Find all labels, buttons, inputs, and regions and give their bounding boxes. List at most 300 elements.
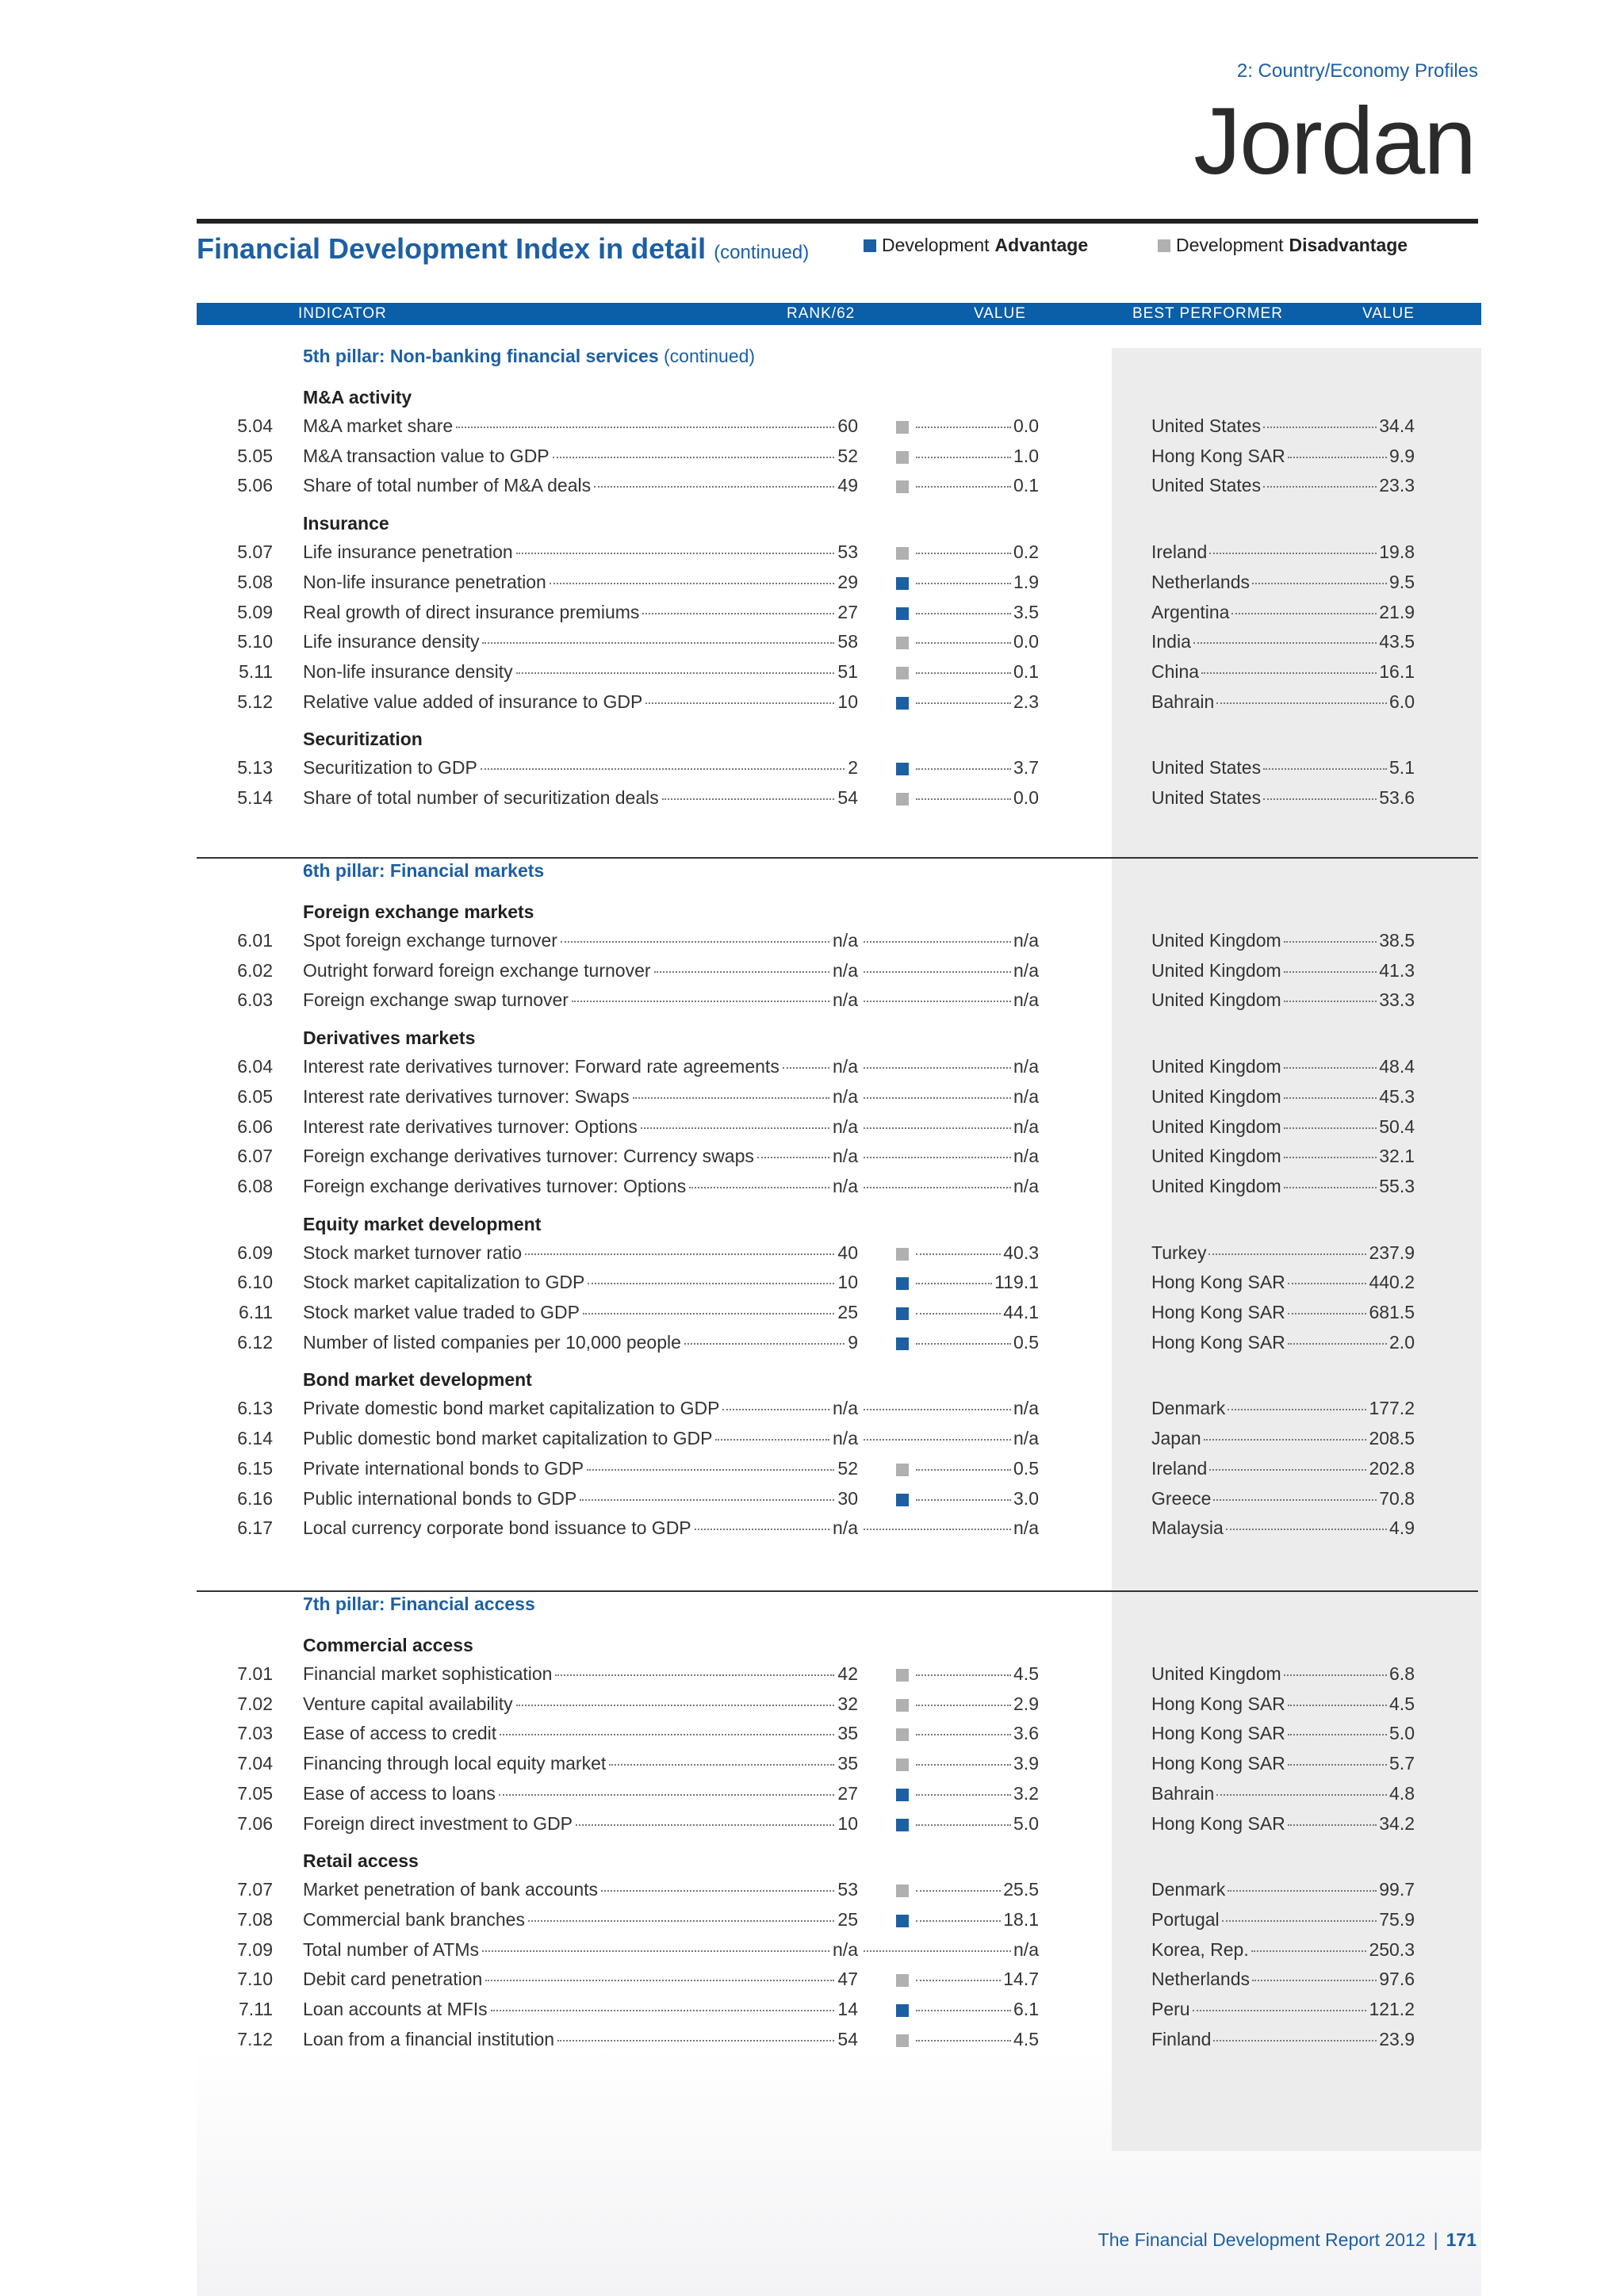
best-performer-value: 440.2 xyxy=(1369,1272,1415,1293)
indicator-value: 1.9 xyxy=(1013,571,1039,592)
value-line xyxy=(861,631,1039,652)
dot-leader xyxy=(916,702,1011,704)
disadvantage-square-icon xyxy=(896,1248,909,1261)
value-line xyxy=(861,1879,1039,1900)
indicator-name: Foreign exchange derivatives turnover: Currency swaps xyxy=(303,1146,754,1167)
value-line xyxy=(861,1693,1039,1715)
indicator-line xyxy=(303,691,858,713)
col-best-performer: BEST PERFORMER xyxy=(1132,305,1283,322)
dot-leader xyxy=(633,1097,829,1099)
indicator-code: 6.17 xyxy=(237,1517,273,1539)
dot-leader xyxy=(481,768,845,770)
advantage-square-icon xyxy=(896,607,909,620)
best-performer-value: 9.9 xyxy=(1389,445,1415,466)
dot-leader xyxy=(557,2040,834,2042)
dot-leader xyxy=(1216,702,1387,704)
indicator-code: 6.01 xyxy=(237,930,273,951)
table-row xyxy=(0,1081,1624,1112)
disadvantage-square-icon xyxy=(896,1758,909,1771)
dot-leader xyxy=(916,1253,1001,1255)
dot-leader xyxy=(1231,613,1377,614)
rank-value: 35 xyxy=(837,1723,858,1744)
dot-leader xyxy=(864,1439,1011,1441)
dot-leader xyxy=(1263,768,1387,770)
best-performer-name: Japan xyxy=(1151,1428,1201,1449)
best-performer-line xyxy=(1151,1242,1415,1264)
group-title: Foreign exchange markets xyxy=(303,901,534,922)
dot-leader xyxy=(783,1067,829,1069)
value-line xyxy=(861,1056,1039,1077)
best-performer-name: United Kingdom xyxy=(1151,989,1281,1011)
rank-value: n/a xyxy=(833,959,858,981)
table-row xyxy=(0,752,1624,783)
table-row xyxy=(0,1453,1624,1483)
indicator-value: 3.7 xyxy=(1013,757,1039,779)
best-performer-value: 55.3 xyxy=(1379,1175,1415,1196)
value-line xyxy=(861,1969,1039,1990)
indicator-value: n/a xyxy=(1013,1085,1039,1107)
indicator-code: 5.13 xyxy=(237,757,273,779)
advantage-square-icon xyxy=(896,1819,909,1831)
indicator-code: 6.13 xyxy=(237,1398,273,1419)
best-performer-name: Hong Kong SAR xyxy=(1151,1812,1285,1834)
best-performer-value: 34.4 xyxy=(1379,415,1415,436)
rank-value: n/a xyxy=(833,1146,858,1167)
indicator-code: 5.05 xyxy=(237,445,273,466)
pillar-title xyxy=(303,860,544,882)
best-performer-value: 53.6 xyxy=(1379,787,1415,808)
dot-leader xyxy=(916,583,1011,584)
best-performer-name: Turkey xyxy=(1151,1242,1207,1263)
rank-value: 40 xyxy=(837,1242,858,1263)
table-row xyxy=(0,1297,1624,1327)
rank-value: 10 xyxy=(837,1272,858,1293)
dot-leader xyxy=(1193,2010,1367,2011)
dot-leader xyxy=(916,1980,1001,1981)
table-row xyxy=(0,597,1624,627)
indicator-name: Relative value added of insurance to GDP xyxy=(303,691,643,712)
rank-value: n/a xyxy=(833,1115,858,1137)
best-performer-line xyxy=(1151,475,1415,496)
indicator-name: Market penetration of bank accounts xyxy=(303,1879,599,1900)
indicator-name: Private international bonds to GDP xyxy=(303,1457,584,1479)
table-row xyxy=(0,441,1624,471)
value-line xyxy=(861,602,1039,623)
group-title: Securitization xyxy=(303,729,423,750)
table-row xyxy=(0,783,1624,813)
best-performer-line xyxy=(1151,1332,1415,1353)
table-row xyxy=(0,1513,1624,1543)
disadvantage-square-icon xyxy=(896,547,909,560)
best-performer-value: 33.3 xyxy=(1379,989,1415,1011)
dot-leader xyxy=(1284,1067,1377,1069)
best-performer-value: 38.5 xyxy=(1379,930,1415,951)
value-line xyxy=(861,930,1039,951)
dot-leader xyxy=(916,642,1011,644)
table-row xyxy=(0,1689,1624,1719)
dot-leader xyxy=(1288,1343,1387,1345)
dot-leader xyxy=(757,1157,829,1158)
best-performer-value: 681.5 xyxy=(1369,1302,1415,1322)
heading-main: Financial Development Index in detail xyxy=(197,232,707,265)
value-line xyxy=(861,1242,1039,1264)
best-performer-name: Argentina xyxy=(1151,601,1230,622)
best-performer-value: 19.8 xyxy=(1379,541,1415,563)
indicator-value: n/a xyxy=(1013,959,1039,981)
disadvantage-square-icon xyxy=(896,1464,909,1476)
best-performer-name: Ireland xyxy=(1151,1457,1208,1479)
dot-leader xyxy=(561,941,829,943)
rank-value: n/a xyxy=(833,1938,858,1960)
dot-leader xyxy=(528,1920,834,1922)
dot-leader xyxy=(1228,1890,1377,1892)
indicator-value: 0.5 xyxy=(1013,1457,1039,1479)
best-performer-line xyxy=(1151,446,1415,467)
indicator-line xyxy=(303,415,858,437)
table-row xyxy=(0,567,1624,597)
indicator-name: Loan accounts at MFIs xyxy=(303,1999,488,2019)
indicator-line xyxy=(303,1302,858,1323)
advantage-square-icon xyxy=(896,1307,909,1320)
best-performer-line xyxy=(1151,1517,1415,1539)
table-row xyxy=(0,1393,1624,1423)
dot-leader xyxy=(1263,798,1377,800)
indicator-value: n/a xyxy=(1013,1938,1039,1960)
indicator-code: 6.09 xyxy=(237,1242,273,1263)
indicator-value: 3.6 xyxy=(1013,1723,1039,1744)
indicator-name: Share of total number of M&A deals xyxy=(303,475,592,496)
dot-leader xyxy=(916,1764,1011,1766)
dot-leader xyxy=(601,1890,834,1892)
table-row xyxy=(0,2024,1624,2054)
indicator-code: 5.07 xyxy=(237,541,273,563)
group-title: Insurance xyxy=(303,513,389,534)
indicator-value: 0.1 xyxy=(1013,660,1039,682)
best-performer-name: Netherlands xyxy=(1151,1969,1251,1990)
dot-leader xyxy=(916,613,1011,614)
best-performer-value: 4.8 xyxy=(1389,1782,1415,1804)
indicator-code: 6.16 xyxy=(237,1487,273,1509)
best-performer-value: 41.3 xyxy=(1379,959,1415,981)
table-row xyxy=(0,656,1624,687)
indicator-line xyxy=(303,1663,858,1685)
rank-value: n/a xyxy=(833,989,858,1011)
best-performer-line xyxy=(1151,1176,1415,1197)
dot-leader xyxy=(1288,1824,1377,1826)
rank-value: 35 xyxy=(837,1753,858,1774)
value-line xyxy=(861,1939,1039,1961)
rank-value: 52 xyxy=(837,1457,858,1479)
dot-leader xyxy=(482,642,834,644)
best-performer-line xyxy=(1151,1753,1415,1774)
value-line xyxy=(861,1813,1039,1835)
best-performer-value: 75.9 xyxy=(1379,1908,1415,1930)
indicator-name: Financing through local equity market xyxy=(303,1753,607,1774)
indicator-line xyxy=(303,1242,858,1264)
table-row xyxy=(0,1748,1624,1778)
dot-leader xyxy=(550,583,835,584)
indicator-name: Debit card penetration xyxy=(303,1969,483,1990)
best-performer-name: United Kingdom xyxy=(1151,1175,1281,1196)
col-best-value: VALUE xyxy=(1362,305,1415,322)
value-line xyxy=(861,757,1039,779)
dot-leader xyxy=(1226,1529,1387,1530)
disadvantage-square-icon xyxy=(896,1699,909,1712)
dot-leader xyxy=(715,1439,829,1441)
indicator-value: 0.0 xyxy=(1013,415,1039,436)
dot-leader xyxy=(916,2010,1011,2011)
best-performer-line xyxy=(1151,757,1415,779)
indicator-name: Loan from a financial institution xyxy=(303,2028,555,2049)
best-performer-name: United Kingdom xyxy=(1151,930,1281,951)
indicator-code: 6.03 xyxy=(237,989,273,1011)
best-performer-line xyxy=(1151,572,1415,593)
table-row xyxy=(0,626,1624,656)
indicator-name: Real growth of direct insurance premiums xyxy=(303,601,640,622)
best-performer-value: 6.8 xyxy=(1389,1663,1415,1684)
value-line xyxy=(861,1332,1039,1353)
indicator-code: 6.11 xyxy=(238,1302,273,1322)
table-row xyxy=(0,1238,1624,1268)
best-performer-name: Portugal xyxy=(1151,1908,1220,1930)
best-performer-value: 50.4 xyxy=(1379,1115,1415,1137)
dot-leader xyxy=(500,1734,834,1735)
best-performer-value: 250.3 xyxy=(1369,1938,1415,1960)
rank-value: 30 xyxy=(837,1487,858,1509)
page-footer xyxy=(1098,2229,1477,2251)
value-line xyxy=(861,415,1039,437)
group-title: Commercial access xyxy=(303,1635,473,1655)
dot-leader xyxy=(516,1705,835,1706)
table-row xyxy=(0,1483,1624,1513)
dot-leader xyxy=(916,486,1011,488)
group-title: Bond market development xyxy=(303,1369,532,1391)
indicator-name: Foreign exchange derivatives turnover: Options xyxy=(303,1175,687,1196)
indicator-code: 6.15 xyxy=(237,1457,273,1479)
disadvantage-square-icon xyxy=(896,421,909,434)
indicator-line xyxy=(303,930,858,951)
rank-value: 53 xyxy=(837,1879,858,1900)
indicator-line xyxy=(303,1146,858,1167)
dot-leader xyxy=(572,1001,829,1002)
dot-leader xyxy=(491,2010,835,2011)
indicator-name: Stock market value traded to GDP xyxy=(303,1302,580,1322)
indicator-line xyxy=(303,960,858,982)
disadvantage-square-icon xyxy=(1158,239,1170,252)
dot-leader xyxy=(916,1469,1011,1471)
table-row xyxy=(0,1904,1624,1934)
indicator-line xyxy=(303,1056,858,1077)
best-performer-line xyxy=(1151,1398,1415,1419)
indicator-code: 6.14 xyxy=(237,1428,273,1449)
advantage-square-icon xyxy=(896,1337,909,1350)
best-performer-value: 23.3 xyxy=(1379,475,1415,496)
best-performer-value: 97.6 xyxy=(1379,1969,1415,1990)
indicator-value: 0.2 xyxy=(1013,541,1039,563)
indicator-name: Share of total number of securitization deals xyxy=(303,787,659,808)
value-line xyxy=(861,1428,1039,1449)
indicator-name: Public domestic bond market capitalization to GDP xyxy=(303,1428,713,1449)
indicator-name: Life insurance density xyxy=(303,631,480,652)
value-line xyxy=(861,661,1039,683)
table-row xyxy=(0,1171,1624,1201)
indicator-value: 25.5 xyxy=(1003,1879,1039,1900)
best-performer-line xyxy=(1151,2029,1415,2050)
dot-leader xyxy=(1284,1127,1377,1129)
advantage-square-icon xyxy=(896,1915,909,1927)
value-line xyxy=(861,541,1039,563)
disadvantage-square-icon xyxy=(896,1728,909,1741)
dot-leader xyxy=(1288,1734,1387,1735)
indicator-code: 6.08 xyxy=(237,1175,273,1196)
indicator-value: 0.5 xyxy=(1013,1331,1039,1353)
table-row xyxy=(0,1141,1624,1171)
best-performer-line xyxy=(1151,661,1415,683)
best-performer-line xyxy=(1151,602,1415,623)
table-header xyxy=(197,303,1481,325)
dot-leader xyxy=(1284,1097,1377,1099)
dot-leader xyxy=(864,1529,1011,1530)
dot-leader xyxy=(864,1067,1011,1069)
disadvantage-square-icon xyxy=(896,637,909,649)
dot-leader xyxy=(1222,1920,1377,1922)
indicator-code: 6.07 xyxy=(237,1146,273,1167)
dot-leader xyxy=(1284,1674,1387,1676)
indicator-line xyxy=(303,989,858,1011)
best-performer-line xyxy=(1151,930,1415,951)
indicator-line xyxy=(303,602,858,623)
best-performer-name: Bahrain xyxy=(1151,1782,1215,1804)
indicator-value: 2.9 xyxy=(1013,1693,1039,1714)
best-performer-name: Hong Kong SAR xyxy=(1151,1331,1285,1353)
indicator-line xyxy=(303,1783,858,1804)
best-performer-name: China xyxy=(1151,660,1200,682)
indicator-code: 7.03 xyxy=(237,1723,273,1744)
disadvantage-square-icon xyxy=(896,480,909,493)
indicator-line xyxy=(303,1488,858,1510)
pillar-title-text: 6th pillar: Financial markets xyxy=(303,860,545,881)
indicator-code: 7.07 xyxy=(237,1879,273,1900)
best-performer-value: 4.9 xyxy=(1389,1517,1415,1539)
best-performer-name: Malaysia xyxy=(1151,1517,1224,1539)
best-performer-name: India xyxy=(1151,631,1191,652)
dot-leader xyxy=(485,1980,834,1981)
indicator-name: Non-life insurance density xyxy=(303,660,513,682)
indicator-line xyxy=(303,1879,858,1900)
indicator-code: 6.04 xyxy=(237,1056,273,1077)
dot-leader xyxy=(1288,1764,1387,1766)
indicator-value: 2.3 xyxy=(1013,691,1039,712)
dot-leader xyxy=(1209,1469,1366,1471)
best-performer-line xyxy=(1151,631,1415,652)
best-performer-line xyxy=(1151,1999,1415,2020)
indicator-line xyxy=(303,1176,858,1197)
best-performer-line xyxy=(1151,1969,1415,1990)
best-performer-line xyxy=(1151,1723,1415,1744)
best-performer-value: 5.1 xyxy=(1389,757,1415,779)
indicator-line xyxy=(303,1999,858,2020)
indicator-code: 5.12 xyxy=(237,691,273,712)
legend-disadvantage xyxy=(1158,235,1408,256)
best-performer-line xyxy=(1151,787,1415,809)
table-row xyxy=(0,985,1624,1015)
indicator-value: n/a xyxy=(1013,1398,1039,1419)
dot-leader xyxy=(662,798,835,800)
indicator-code: 7.11 xyxy=(238,1999,273,2019)
indicator-value: 0.0 xyxy=(1013,631,1039,652)
dot-leader xyxy=(916,427,1011,428)
dot-leader xyxy=(916,1824,1011,1826)
rank-value: 10 xyxy=(837,691,858,712)
table-row xyxy=(0,470,1624,500)
best-performer-value: 21.9 xyxy=(1379,601,1415,622)
table-row xyxy=(0,1267,1624,1297)
best-performer-value: 237.9 xyxy=(1369,1242,1415,1263)
dot-leader xyxy=(1288,1313,1367,1314)
table-row xyxy=(0,1874,1624,1904)
indicator-code: 7.05 xyxy=(237,1782,273,1804)
dot-leader xyxy=(1193,642,1377,644)
best-performer-name: United States xyxy=(1151,787,1262,808)
indicator-code: 6.10 xyxy=(237,1272,273,1293)
best-performer-name: Hong Kong SAR xyxy=(1151,1302,1285,1322)
rank-value: 14 xyxy=(837,1999,858,2019)
value-line xyxy=(861,1723,1039,1744)
rank-value: 29 xyxy=(837,571,858,592)
best-performer-line xyxy=(1151,1939,1415,1961)
best-performer-line xyxy=(1151,1302,1415,1323)
page-heading xyxy=(197,232,809,266)
value-line xyxy=(861,446,1039,467)
indicator-line xyxy=(303,1693,858,1715)
best-performer-value: 6.0 xyxy=(1389,691,1415,712)
table-row xyxy=(0,955,1624,985)
pillar-divider xyxy=(197,857,1478,859)
best-performer-name: United Kingdom xyxy=(1151,1115,1281,1137)
dot-leader xyxy=(864,1950,1011,1952)
indicator-code: 7.09 xyxy=(237,1938,273,1960)
best-performer-value: 45.3 xyxy=(1379,1085,1415,1107)
dot-leader xyxy=(916,1705,1011,1706)
indicator-line xyxy=(303,661,858,683)
section-label: 2: Country/Economy Profiles xyxy=(1236,60,1478,82)
indicator-name: Interest rate derivatives turnover: Swaps xyxy=(303,1085,630,1107)
indicator-name: Number of listed companies per 10,000 people xyxy=(303,1331,681,1353)
disadvantage-square-icon xyxy=(896,793,909,806)
best-performer-line xyxy=(1151,1693,1415,1715)
dot-leader xyxy=(499,1794,834,1796)
best-performer-line xyxy=(1151,989,1415,1011)
rank-value: 52 xyxy=(837,445,858,466)
dot-leader xyxy=(1288,457,1387,458)
best-performer-value: 5.7 xyxy=(1389,1753,1415,1774)
indicator-name: M&A transaction value to GDP xyxy=(303,445,550,466)
rank-value: 27 xyxy=(837,601,858,622)
indicator-line xyxy=(303,1272,858,1293)
best-performer-name: Bahrain xyxy=(1151,691,1215,712)
best-performer-value: 99.7 xyxy=(1379,1879,1415,1900)
indicator-value: 1.0 xyxy=(1013,445,1039,466)
best-performer-line xyxy=(1151,1458,1415,1479)
rank-value: 51 xyxy=(837,660,858,682)
dot-leader xyxy=(1252,1980,1377,1981)
best-performer-value: 5.0 xyxy=(1389,1723,1415,1744)
value-line xyxy=(861,1272,1039,1293)
indicator-code: 5.04 xyxy=(237,415,273,436)
top-rule xyxy=(197,219,1478,224)
indicator-code: 7.06 xyxy=(237,1812,273,1834)
rank-value: 54 xyxy=(837,2028,858,2049)
